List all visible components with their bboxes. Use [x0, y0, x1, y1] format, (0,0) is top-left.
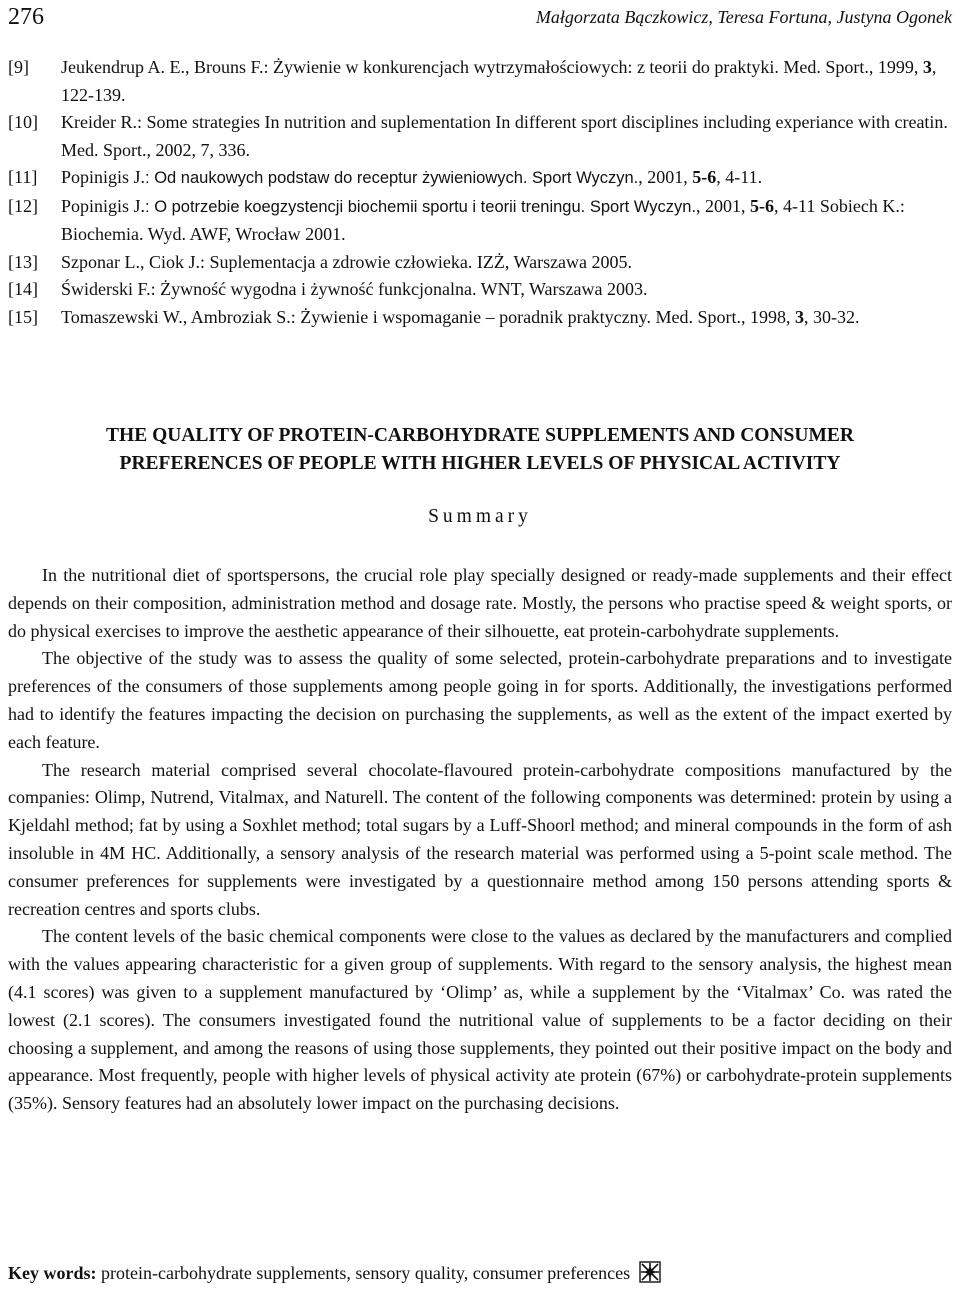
reference-number: [15]	[8, 306, 38, 327]
article-title	[8, 422, 952, 478]
keywords-line	[8, 1261, 952, 1284]
reference-text: : Od naukowych podstaw do receptur żywieniowych. Sport Wyczyn.	[145, 169, 639, 187]
reference-number: [14]	[8, 279, 38, 299]
reference-text: Kreider R.: Some strategies In nutrition and suplementation In different sport disciplines including experiance with creatin. Med. Sport., 2002, 7, 336.	[61, 112, 948, 160]
reference-text: Szponar L., Ciok J.: Suplementacja a zdrowie człowieka. IZŻ, Warszawa 2005.	[61, 251, 633, 272]
reference-text: Świderski F.: Żywność wygodna i żywność funkcjonalna. WNT, Warszawa 2003.	[61, 279, 648, 299]
page-number: 276	[8, 4, 44, 30]
reference-item	[8, 54, 952, 109]
keywords-text: protein-carbohydrate supplements, sensory quality, consumer preferences	[96, 1263, 631, 1283]
reference-item	[8, 164, 952, 193]
reference-text: Tomaszewski W., Ambroziak S.: Żywienie i wspomaganie – poradnik praktyczny. Med. Sport., 1998,	[61, 306, 795, 327]
reference-text: Jeukendrup A. E., Brouns F.: Żywienie w konkurencjach wytrzymałościowych: z teorii do praktyki. Med. Sport., 1999,	[61, 57, 923, 77]
summary-paragraph-4: The content levels of the basic chemical components were close to the values as declared by the manufacturers and complied with the values appearing characteristic for a given group of supplements. With regard to the sensory analysis, the highest mean (4.1 scores) was given to a supplement manufactured by ‘Olimp’ as, while a supplement by the ‘Vitalmax’ Co. was rated the lowest (2.1 scores). The consumers investigated found the nutritional value of supplements to be a factor deciding on their choosing a supplement, and among the reasons of using those supplements, they pointed out their positive impact on the body and appearance. Most frequently, people with higher levels of physical activity ate protein (67%) or carbohydrate-protein supplements (35%). Sensory features had an absolutely lower impact on the purchasing decisions.	[8, 926, 952, 1114]
reference-text: , 2001,	[638, 167, 693, 187]
reference-text: 3	[794, 306, 804, 327]
reference-text: , 122-139.	[61, 57, 937, 105]
reference-text: , 30-32.	[803, 306, 860, 327]
reference-item	[8, 249, 952, 277]
reference-text: , 2001,	[696, 195, 751, 216]
reference-number: [12]	[8, 195, 38, 216]
reference-text: 5-6	[692, 167, 717, 187]
reference-text: : O potrzebie koegzystencji biochemii sportu i teorii treningu. Sport Wyczyn.	[145, 197, 697, 216]
reference-list	[8, 54, 952, 331]
summary-paragraph-1: In the nutritional diet of sportspersons, the crucial role play specially designed or ready-made supplements and their effect depends on their composition, administration method and dosage rate. Mostly, the persons who practise speed & weight sports, or do physical exercises to improve the aesthetic appearance of their silhouette, eat protein-carbohydrate supplements.	[8, 565, 952, 641]
reference-text: 5-6	[750, 195, 775, 216]
reference-number: [11]	[8, 167, 38, 187]
end-ornament-icon	[639, 1261, 661, 1283]
reference-item	[8, 193, 952, 249]
summary-paragraph-2: The objective of the study was to assess the quality of some selected, protein-carbohydrate preparations and to investigate preferences of the consumers of those supplements among people going in for sports. Additionally, the investigations performed had to identify the features impacting the decision on purchasing the supplements, as well as the extent of the impact exerted by each feature.	[8, 648, 952, 752]
page-header	[8, 0, 952, 34]
reference-text: 3	[922, 57, 932, 77]
summary-paragraph-3: The research material comprised several chocolate-flavoured protein-carbohydrate compositions manufactured by the companies: Olimp, Nutrend, Vitalmax, and Naturell. The content of the following components was determined: protein by using a Kjeldahl method; fat by using a Soxhlet method; total sugars by a Luff-Shoorl method; and mineral compounds in the form of ash insoluble in 4M HC. Additionally, a sensory analysis of the research material was performed using a 5-point scale method. The consumer preferences for supplements were investigated by a questionnaire method among 150 persons attending sports & recreation centres and sports clubs.	[8, 759, 952, 919]
summary-body	[8, 562, 952, 1118]
reference-item	[8, 304, 952, 332]
reference-text: , 4-11.	[716, 167, 763, 187]
running-head: Małgorzata Bączkowicz, Teresa Fortuna, Justyna Ogonek	[535, 7, 952, 27]
reference-item	[8, 109, 952, 164]
reference-number: [10]	[8, 112, 38, 132]
reference-text: , 4-11 Sobiech K.: Biochemia. Wyd. AWF, Wrocław 2001.	[61, 195, 905, 244]
reference-number: [13]	[8, 251, 38, 272]
title-line-1: THE QUALITY OF PROTEIN-CARBOHYDRATE SUPPLEMENTS AND CONSUMER	[106, 425, 854, 446]
summary-heading: Summary	[428, 506, 532, 527]
keywords-label: Key words:	[8, 1263, 97, 1283]
reference-text: Popinigis J.	[61, 195, 146, 216]
title-line-2: PREFERENCES OF PEOPLE WITH HIGHER LEVELS OF PHYSICAL ACTIVITY	[119, 453, 841, 474]
reference-number: [9]	[8, 57, 29, 77]
reference-text: Popinigis J.	[61, 167, 146, 187]
reference-item	[8, 276, 952, 304]
